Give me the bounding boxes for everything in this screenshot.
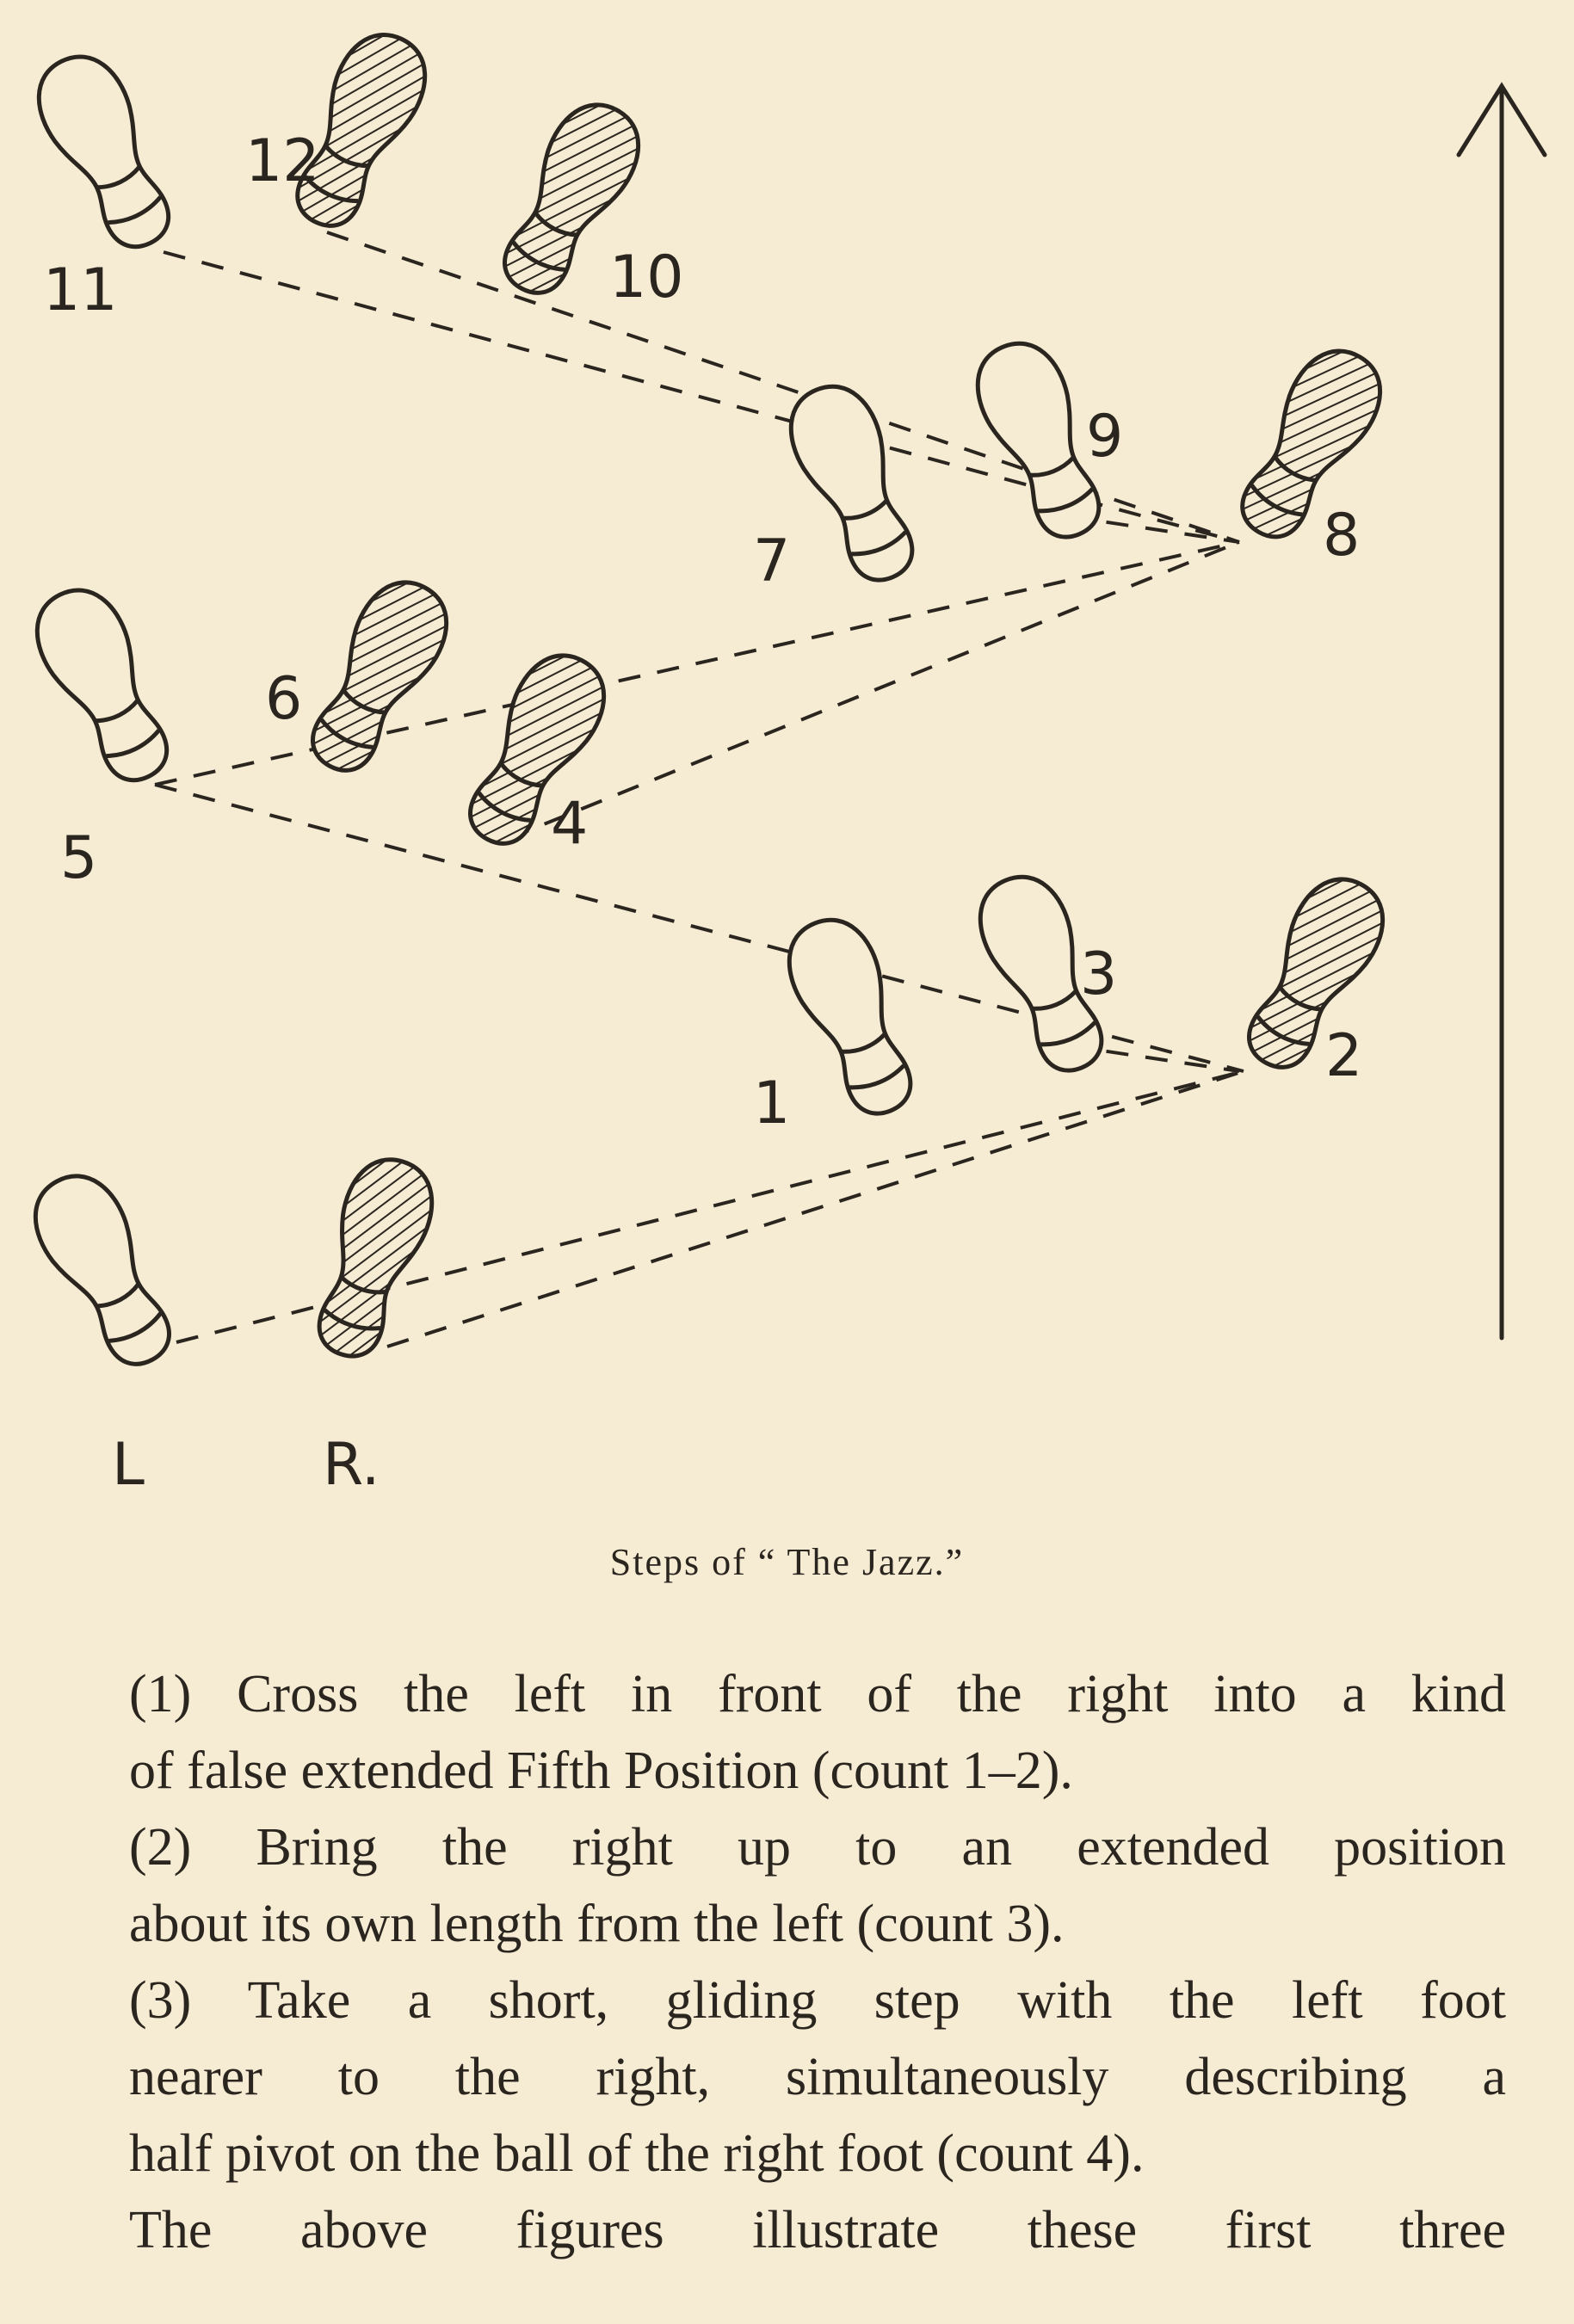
label-step-11: 11 bbox=[43, 256, 118, 324]
label-step-4: 4 bbox=[551, 790, 589, 858]
paragraph-step-1 bbox=[67, 1656, 1506, 1809]
direction-arrow bbox=[1459, 86, 1545, 1338]
text-line: about its own length from the left (count 3). bbox=[129, 1895, 1065, 1953]
footprints bbox=[20, 21, 1399, 1379]
label-step-9: 9 bbox=[1086, 403, 1124, 471]
footprint-start-left bbox=[20, 1162, 190, 1380]
text-line: (1) Cross the left in front of the right into a kind bbox=[129, 1665, 1506, 1723]
label-step-2: 2 bbox=[1325, 1022, 1363, 1090]
label-step-12: 12 bbox=[245, 127, 320, 195]
footprint-step-4 bbox=[449, 641, 620, 860]
footprint-step-8 bbox=[1221, 336, 1397, 553]
footprint-step-7 bbox=[777, 373, 932, 593]
step-labels bbox=[43, 127, 1362, 1499]
step-path-lines bbox=[155, 232, 1244, 1347]
label-step-8: 8 bbox=[1323, 502, 1361, 570]
footprint-step-6 bbox=[292, 568, 462, 786]
label-right: R. bbox=[323, 1431, 380, 1499]
label-left: L bbox=[112, 1431, 145, 1499]
text-line: of false extended Fifth Position (count 1–2). bbox=[129, 1741, 1073, 1800]
label-step-1: 1 bbox=[753, 1070, 791, 1137]
label-step-6: 6 bbox=[265, 665, 303, 733]
text-line: (2) Bring the right up to an extended position bbox=[129, 1818, 1506, 1877]
paragraph-continuation bbox=[67, 2192, 1506, 2269]
footprint-step-5 bbox=[22, 576, 187, 795]
label-step-10: 10 bbox=[609, 243, 684, 311]
figure-caption: Steps of “ The Jazz.” bbox=[609, 1541, 965, 1583]
text-line: The above figures illustrate these first three bbox=[129, 2201, 1506, 2259]
text-line: half pivot on the ball of the right foot (count 4). bbox=[129, 2124, 1145, 2183]
footprint-step-11 bbox=[23, 42, 188, 262]
label-step-5: 5 bbox=[60, 824, 98, 892]
footprint-step-1 bbox=[775, 907, 930, 1126]
footprint-step-2 bbox=[1228, 865, 1398, 1083]
text-line: nearer to the right, simultaneously describing a bbox=[129, 2048, 1506, 2106]
paragraph-step-2 bbox=[67, 1809, 1506, 1963]
paragraph-step-3 bbox=[67, 1963, 1506, 2192]
label-step-7: 7 bbox=[753, 527, 791, 595]
footprint-start-right bbox=[300, 1149, 444, 1367]
text-line: (3) Take a short, gliding step with the left foot bbox=[129, 1971, 1506, 2030]
body-text bbox=[67, 1656, 1506, 2269]
label-step-3: 3 bbox=[1080, 940, 1118, 1008]
